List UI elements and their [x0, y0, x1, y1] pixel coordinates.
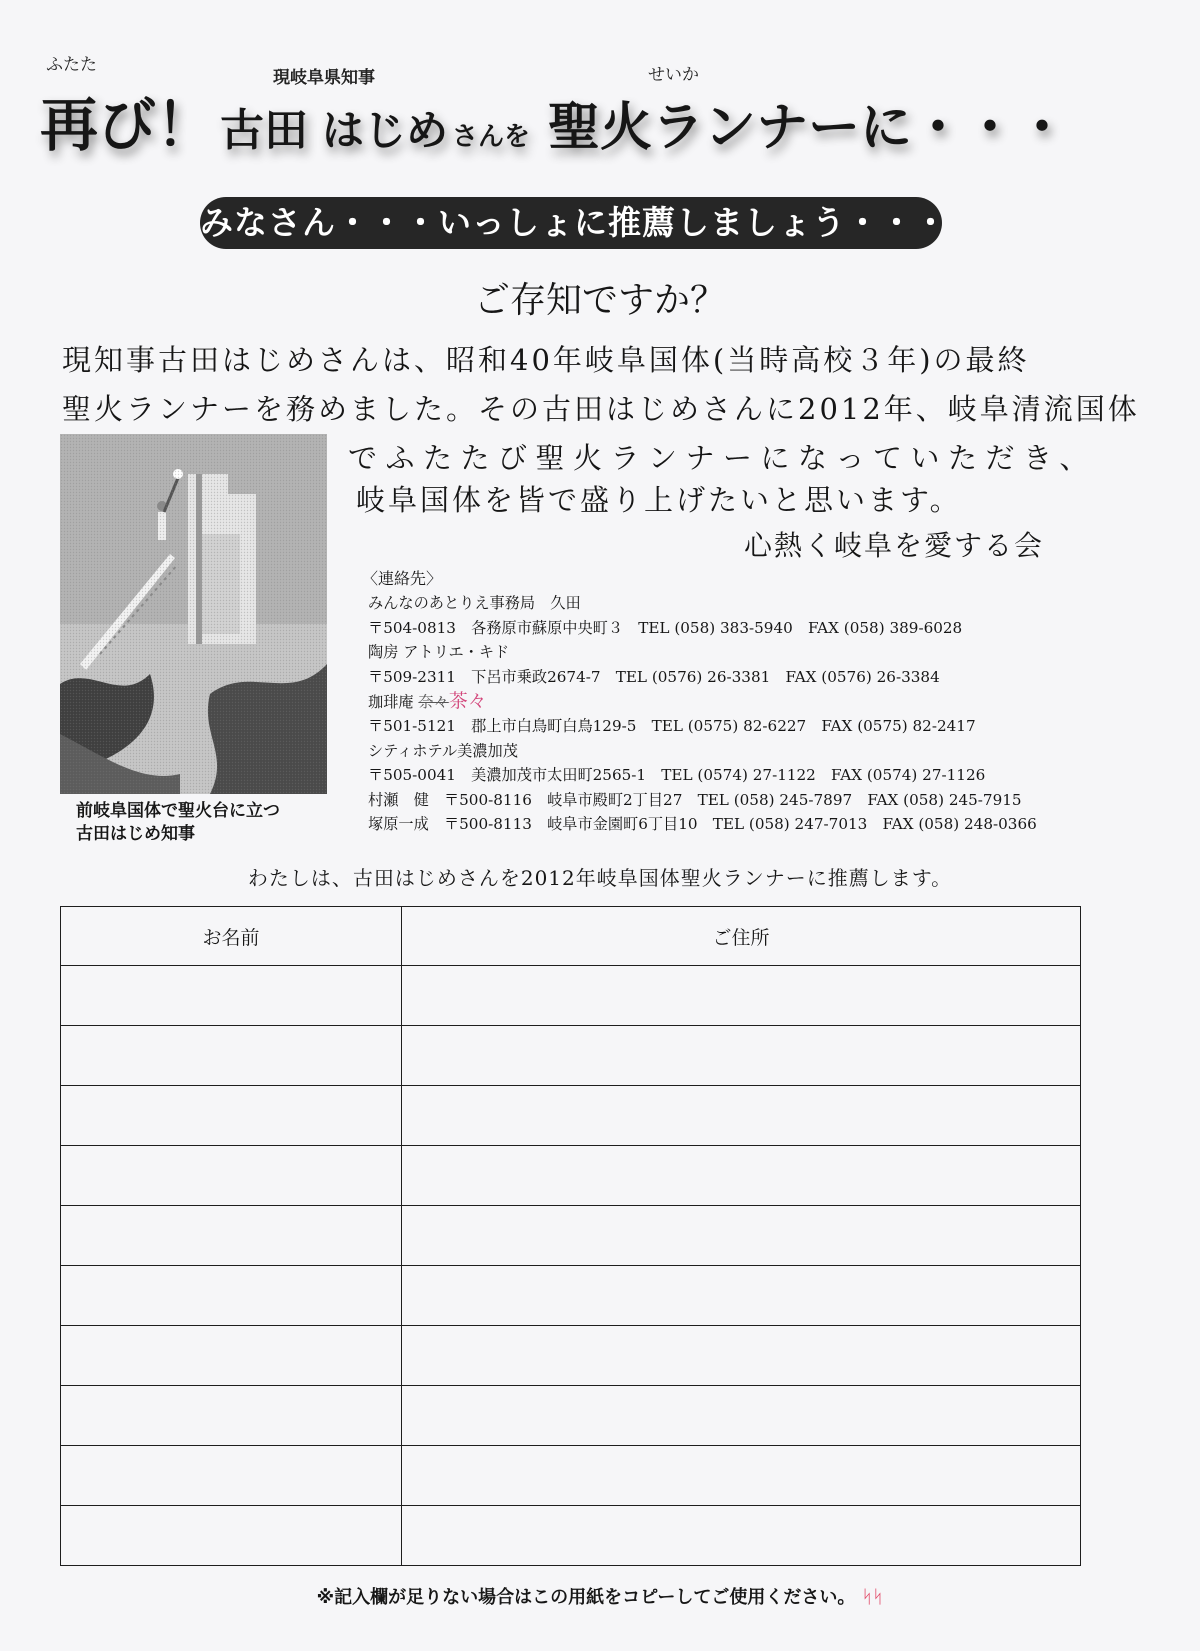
photo-illustration [60, 434, 327, 794]
headline-san-wo: さんを [452, 122, 531, 152]
table-row [61, 1146, 1081, 1206]
address-cell[interactable] [402, 1506, 1081, 1566]
table-row [61, 1086, 1081, 1146]
name-cell[interactable] [61, 1446, 402, 1506]
intro-question: ご存知ですか？ [473, 280, 726, 321]
intro-line-2: 聖火ランナーを務めました。その古田はじめさんに2012年、岐阜清流国体 [62, 392, 1140, 426]
address-cell[interactable] [402, 1446, 1081, 1506]
footnote [0, 1583, 1200, 1609]
intro-line-4: 岐阜国体を皆で盛り上げたいと思います。 [356, 483, 962, 517]
column-header-name: お名前 [61, 907, 402, 966]
name-cell[interactable] [61, 1506, 402, 1566]
address-cell[interactable] [402, 1266, 1081, 1326]
address-cell[interactable] [402, 966, 1081, 1026]
address-cell[interactable] [402, 1326, 1081, 1386]
photo-caption [76, 800, 280, 846]
contact-line: 村瀬 健 〒500-8116 岐阜市殿町2丁目27 TEL (058) 245-7897 FAX (058) 245-7915 [368, 790, 1022, 809]
address-cell[interactable] [402, 1086, 1081, 1146]
signature-table [60, 906, 1081, 1566]
table-row [61, 966, 1081, 1026]
headline-hajime: はじめ [322, 106, 449, 155]
photo-caption-line-2: 古田はじめ知事 [76, 824, 195, 844]
headline-futatabi: 再び！ [40, 91, 215, 159]
contact-list [362, 567, 1037, 836]
table-row [61, 1446, 1081, 1506]
contact-line: 塚原一成 〒500-8113 岐阜市金園町6丁目10 TEL (058) 247-7013 FAX (058) 248-0366 [368, 815, 1037, 834]
headline-furuta: 古田 [220, 105, 309, 156]
photo-caption-line-1: 前岐阜国体で聖火台に立つ [76, 801, 280, 821]
cafe-struck-name: 奈々 [418, 693, 449, 712]
contact-line: 〒509-2311 下呂市乗政2674-7 TEL (0576) 26-3381 FAX (0576) 26-3384 [368, 667, 940, 686]
torch-photo [60, 434, 327, 794]
footnote-text: ※記入欄が足りない場合はこの用紙をコピーしてご使用ください。 [316, 1587, 856, 1608]
headline-torch-runner: 聖火ランナーに・・・ [548, 97, 1069, 158]
ruby-seika: せいか [648, 65, 699, 85]
intro-line-3: でふたたび聖火ランナーになっていただき、 [348, 441, 1097, 475]
ruby-current-governor: 現岐阜県知事 [273, 68, 375, 88]
table-row [61, 1506, 1081, 1566]
column-header-address: ご住所 [402, 907, 1081, 966]
contact-line: 〒501-5121 郡上市白鳥町白鳥129-5 TEL (0575) 82-6227 FAX (0575) 82-2417 [368, 717, 976, 736]
address-cell[interactable] [402, 1026, 1081, 1086]
table-row [61, 1386, 1081, 1446]
organization-name: 心熱く岐阜を愛する会 [744, 529, 1045, 562]
ruby-futata: ふたた [46, 55, 97, 75]
recommend-banner: みなさん・・・いっしょに推薦しましょう・・・ [200, 197, 942, 249]
address-cell[interactable] [402, 1386, 1081, 1446]
address-cell[interactable] [402, 1206, 1081, 1266]
contact-line: 陶房 アトリエ・キド [368, 643, 510, 662]
name-cell[interactable] [61, 1326, 402, 1386]
address-cell[interactable] [402, 1146, 1081, 1206]
headline [40, 78, 1068, 162]
cafe-prefix: 珈琲庵 [368, 693, 414, 712]
handwritten-mark: ᛋᛋ [861, 1587, 884, 1608]
contact-cafe-name [368, 689, 1037, 714]
contact-line: 〒505-0041 美濃加茂市太田町2565-1 TEL (0574) 27-1122 FAX (0574) 27-1126 [368, 766, 986, 785]
contact-line: みんなのあとりえ事務局 久田 [368, 594, 581, 613]
name-cell[interactable] [61, 1086, 402, 1146]
recommend-statement: わたしは、古田はじめさんを2012年岐阜国体聖火ランナーに推薦します。 [247, 866, 953, 890]
table-row [61, 1026, 1081, 1086]
name-cell[interactable] [61, 1206, 402, 1266]
name-cell[interactable] [61, 966, 402, 1026]
name-cell[interactable] [61, 1266, 402, 1326]
table-row [61, 1206, 1081, 1266]
table-row [61, 1266, 1081, 1326]
table-header-row [61, 907, 1081, 966]
name-cell[interactable] [61, 1146, 402, 1206]
intro-line-1: 現知事古田はじめさんは、昭和40年岐阜国体(当時高校３年)の最終 [62, 343, 1030, 377]
name-cell[interactable] [61, 1386, 402, 1446]
contact-heading: 〈連絡先〉 [362, 569, 443, 588]
contact-line: 〒504-0813 各務原市蘇原中央町３ TEL (058) 383-5940 FAX (058) 389-6028 [368, 618, 963, 637]
contact-line: シティホテル美濃加茂 [368, 741, 518, 760]
table-row [61, 1326, 1081, 1386]
name-cell[interactable] [61, 1026, 402, 1086]
cafe-handwritten-correction: 茶々 [448, 690, 487, 713]
